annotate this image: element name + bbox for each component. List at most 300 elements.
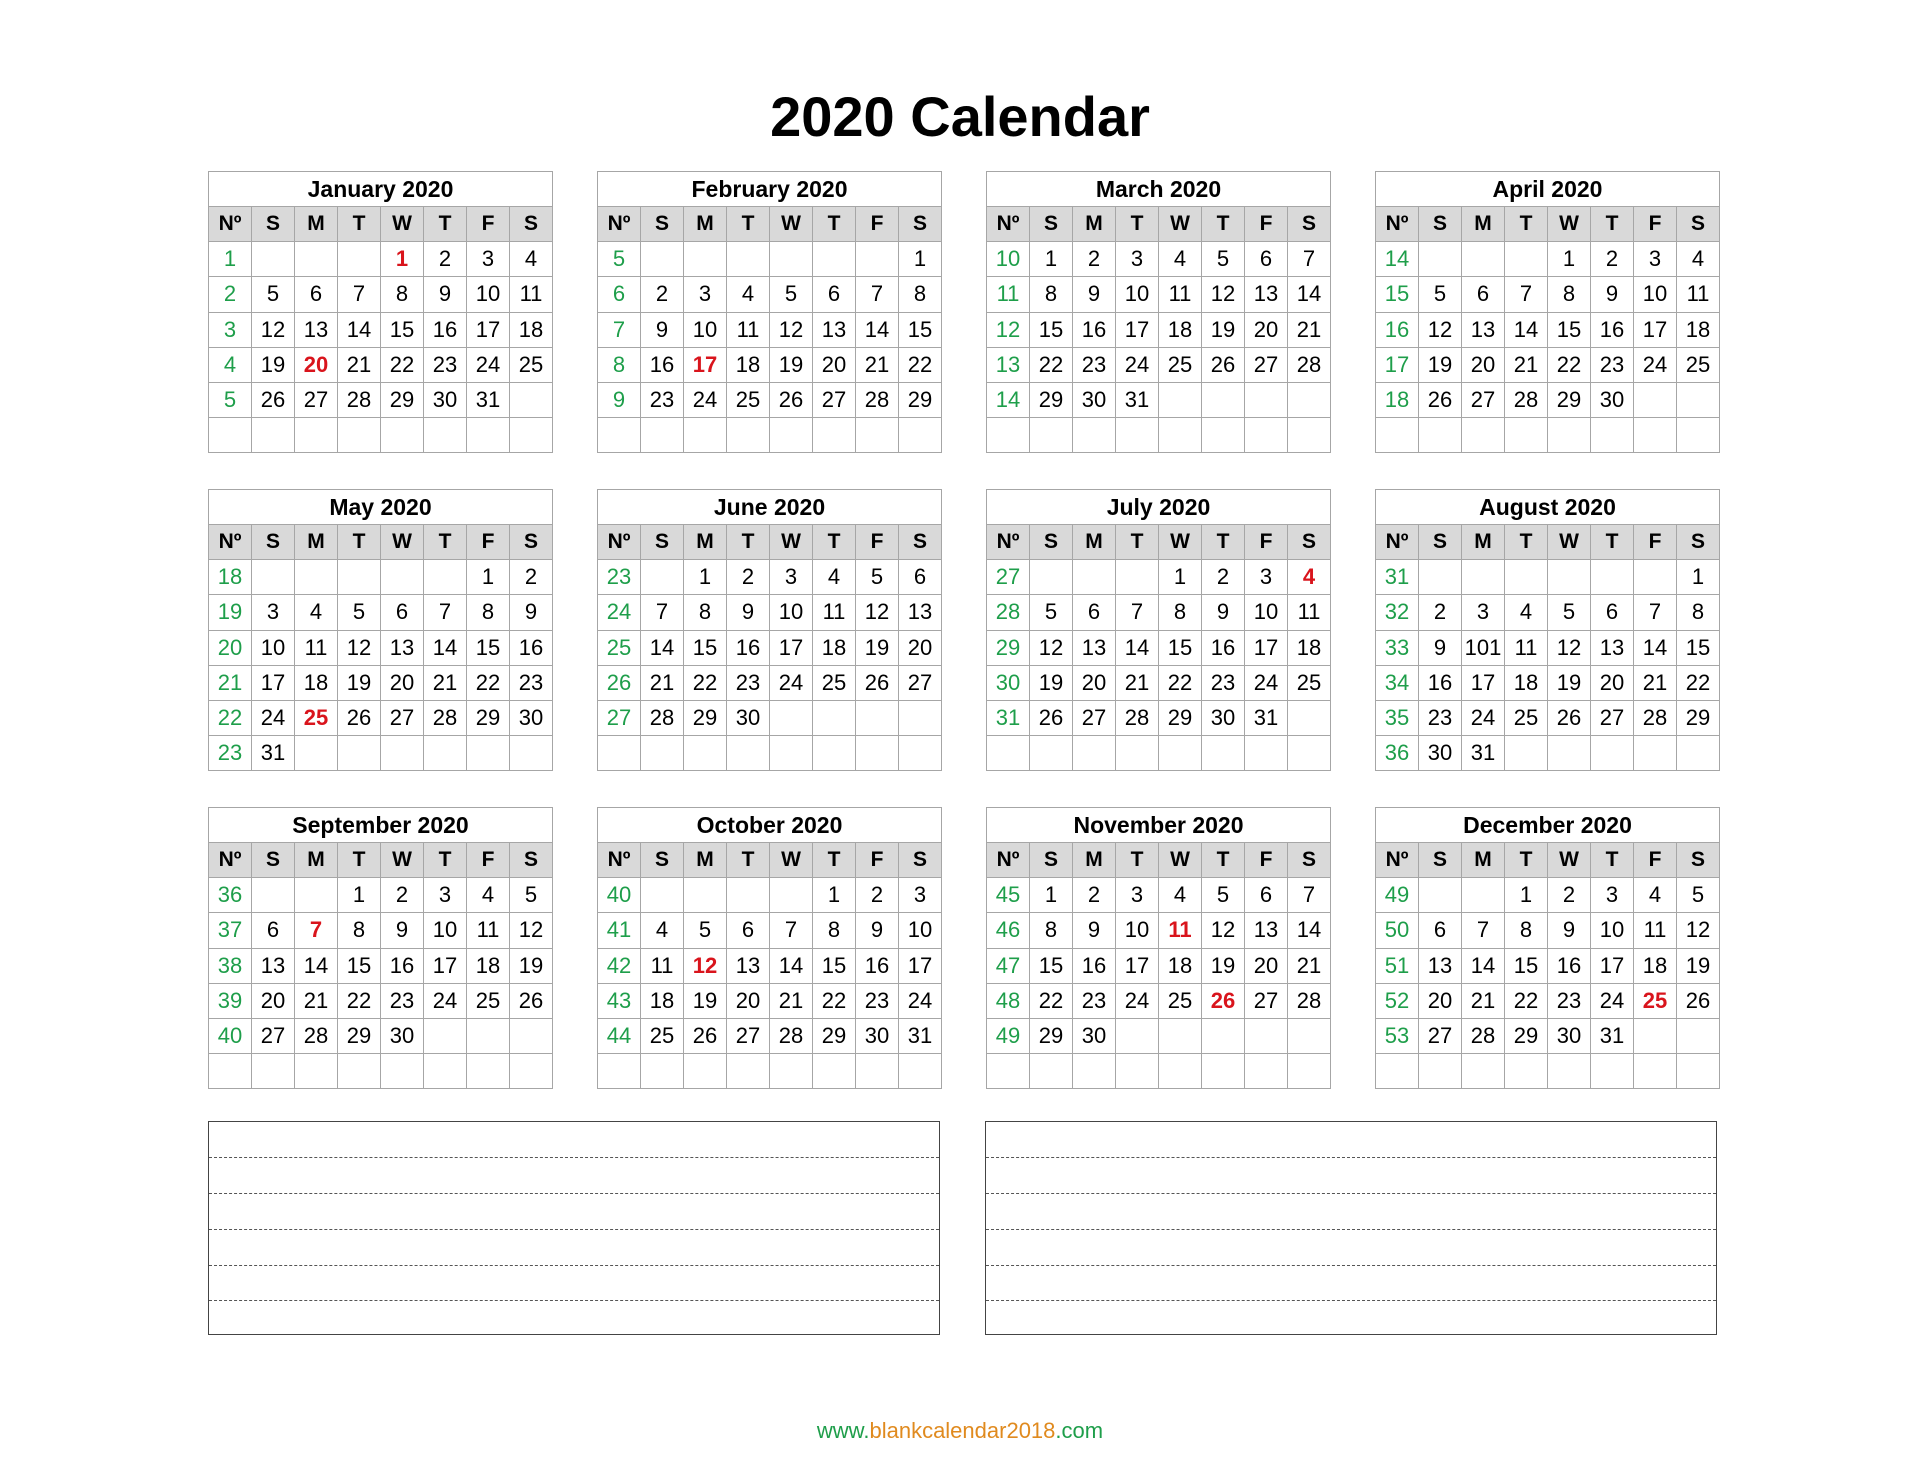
- holiday-day-cell: 26: [1202, 983, 1245, 1018]
- day-cell: 6: [1245, 242, 1288, 277]
- weekday-header: S: [1419, 207, 1462, 242]
- day-cell: 14: [856, 312, 899, 347]
- day-cell: 16: [1073, 312, 1116, 347]
- week-row: [987, 1053, 1331, 1088]
- day-cell: 23: [1419, 700, 1462, 735]
- day-cell: 14: [1505, 312, 1548, 347]
- day-cell: [1159, 1018, 1202, 1053]
- weekday-header: S: [1677, 525, 1720, 560]
- day-cell: 2: [381, 878, 424, 913]
- day-cell: 19: [252, 347, 295, 382]
- day-cell: [252, 560, 295, 595]
- month-calendar: [1375, 489, 1720, 771]
- month-calendar: [597, 171, 942, 453]
- week-row: [987, 595, 1331, 630]
- day-cell: [1462, 878, 1505, 913]
- day-cell: 15: [381, 312, 424, 347]
- day-cell: 2: [424, 242, 467, 277]
- day-cell: [381, 417, 424, 452]
- day-cell: 29: [1548, 382, 1591, 417]
- day-cell: [1677, 1018, 1720, 1053]
- week-number: 13: [987, 347, 1030, 382]
- day-cell: 21: [641, 665, 684, 700]
- day-cell: 8: [1677, 595, 1720, 630]
- month-title: July 2020: [987, 490, 1331, 525]
- weekday-header: T: [813, 207, 856, 242]
- day-cell: 1: [338, 878, 381, 913]
- day-cell: 9: [1202, 595, 1245, 630]
- weekday-header: M: [295, 525, 338, 560]
- month-title: September 2020: [209, 808, 553, 843]
- day-cell: [1030, 417, 1073, 452]
- week-row: [987, 1018, 1331, 1053]
- day-cell: [899, 1053, 942, 1088]
- week-row: [1376, 630, 1720, 665]
- day-cell: 30: [424, 382, 467, 417]
- day-cell: 31: [899, 1018, 942, 1053]
- day-cell: 20: [1419, 983, 1462, 1018]
- day-cell: 5: [1419, 277, 1462, 312]
- weekday-header: S: [1288, 525, 1331, 560]
- notes-box-right[interactable]: [985, 1121, 1717, 1335]
- week-number: 5: [598, 242, 641, 277]
- day-cell: 31: [252, 735, 295, 770]
- day-cell: [684, 1053, 727, 1088]
- day-cell: 15: [684, 630, 727, 665]
- week-row: [1376, 735, 1720, 770]
- day-cell: 3: [1634, 242, 1677, 277]
- day-cell: [1073, 560, 1116, 595]
- week-number: [209, 417, 252, 452]
- note-line: [986, 1265, 1716, 1266]
- week-row: [209, 277, 553, 312]
- week-number: 48: [987, 983, 1030, 1018]
- day-cell: 13: [1591, 630, 1634, 665]
- day-cell: 22: [899, 347, 942, 382]
- week-row: [1376, 948, 1720, 983]
- day-cell: [510, 382, 553, 417]
- month-title: June 2020: [598, 490, 942, 525]
- day-cell: 11: [1677, 277, 1720, 312]
- day-cell: 22: [684, 665, 727, 700]
- weekday-header: T: [338, 525, 381, 560]
- day-cell: 18: [1505, 665, 1548, 700]
- day-cell: [1245, 1018, 1288, 1053]
- week-row: [598, 277, 942, 312]
- day-cell: 29: [684, 700, 727, 735]
- week-number-header: Nº: [1376, 525, 1419, 560]
- day-cell: 9: [424, 277, 467, 312]
- day-cell: 17: [424, 948, 467, 983]
- holiday-day-cell: 25: [1634, 983, 1677, 1018]
- day-cell: 12: [1419, 312, 1462, 347]
- day-cell: 16: [424, 312, 467, 347]
- day-cell: 7: [1288, 878, 1331, 913]
- day-cell: 14: [1116, 630, 1159, 665]
- day-cell: 24: [1634, 347, 1677, 382]
- week-row: [209, 913, 553, 948]
- day-cell: [1462, 1053, 1505, 1088]
- day-cell: 10: [252, 630, 295, 665]
- day-cell: 5: [1202, 878, 1245, 913]
- day-cell: [381, 1053, 424, 1088]
- week-number-header: Nº: [598, 207, 641, 242]
- day-cell: 13: [1462, 312, 1505, 347]
- day-cell: 14: [295, 948, 338, 983]
- day-cell: 27: [899, 665, 942, 700]
- day-cell: 16: [1202, 630, 1245, 665]
- week-number: 28: [987, 595, 1030, 630]
- day-cell: 13: [252, 948, 295, 983]
- day-cell: [338, 1053, 381, 1088]
- day-cell: [1548, 417, 1591, 452]
- weekday-header: S: [510, 843, 553, 878]
- day-cell: 20: [727, 983, 770, 1018]
- day-cell: 18: [1634, 948, 1677, 983]
- day-cell: 1: [1159, 560, 1202, 595]
- day-cell: 21: [1116, 665, 1159, 700]
- day-cell: 21: [424, 665, 467, 700]
- day-cell: 10: [1591, 913, 1634, 948]
- day-cell: [1116, 417, 1159, 452]
- week-row: [1376, 1018, 1720, 1053]
- weekday-header: F: [467, 843, 510, 878]
- day-cell: [770, 417, 813, 452]
- week-row: [209, 735, 553, 770]
- day-cell: 3: [1462, 595, 1505, 630]
- week-number: 7: [598, 312, 641, 347]
- day-cell: [899, 417, 942, 452]
- week-number: 49: [987, 1018, 1030, 1053]
- day-cell: 25: [641, 1018, 684, 1053]
- day-cell: 6: [727, 913, 770, 948]
- day-cell: 19: [510, 948, 553, 983]
- day-cell: 20: [813, 347, 856, 382]
- week-row: [598, 630, 942, 665]
- weekday-header: S: [641, 207, 684, 242]
- day-cell: [424, 417, 467, 452]
- weekday-header: T: [424, 207, 467, 242]
- day-cell: [467, 1053, 510, 1088]
- day-cell: 2: [1202, 560, 1245, 595]
- day-cell: 3: [1591, 878, 1634, 913]
- day-cell: 13: [813, 312, 856, 347]
- day-cell: [424, 1018, 467, 1053]
- weekday-header: T: [1505, 843, 1548, 878]
- weekday-header: W: [381, 207, 424, 242]
- day-cell: [1030, 735, 1073, 770]
- day-cell: 24: [1116, 983, 1159, 1018]
- day-cell: 3: [467, 242, 510, 277]
- week-row: [209, 312, 553, 347]
- day-cell: 25: [1159, 347, 1202, 382]
- day-cell: 6: [1462, 277, 1505, 312]
- day-cell: 2: [1419, 595, 1462, 630]
- weekday-header: M: [295, 207, 338, 242]
- day-cell: 12: [1030, 630, 1073, 665]
- day-cell: 4: [1505, 595, 1548, 630]
- day-cell: 26: [1202, 347, 1245, 382]
- day-cell: 9: [1073, 277, 1116, 312]
- day-cell: 3: [684, 277, 727, 312]
- week-row: [1376, 312, 1720, 347]
- day-cell: [1677, 417, 1720, 452]
- weekday-header: T: [1505, 525, 1548, 560]
- day-cell: 26: [1030, 700, 1073, 735]
- day-cell: [641, 242, 684, 277]
- day-cell: 27: [381, 700, 424, 735]
- day-cell: 1: [1548, 242, 1591, 277]
- week-number: 27: [598, 700, 641, 735]
- day-cell: 30: [1202, 700, 1245, 735]
- day-cell: 15: [1030, 948, 1073, 983]
- weekday-header: M: [1073, 525, 1116, 560]
- week-number: 39: [209, 983, 252, 1018]
- day-cell: 6: [1073, 595, 1116, 630]
- note-line: [986, 1229, 1716, 1230]
- day-cell: [641, 735, 684, 770]
- week-number-header: Nº: [209, 843, 252, 878]
- day-cell: [1202, 382, 1245, 417]
- day-cell: [252, 1053, 295, 1088]
- week-number: 20: [209, 630, 252, 665]
- day-cell: [1116, 1053, 1159, 1088]
- day-cell: 5: [1030, 595, 1073, 630]
- day-cell: 7: [641, 595, 684, 630]
- week-number: 18: [209, 560, 252, 595]
- day-cell: 5: [1548, 595, 1591, 630]
- week-number: 30: [987, 665, 1030, 700]
- day-cell: 3: [770, 560, 813, 595]
- day-cell: 11: [295, 630, 338, 665]
- day-cell: 17: [467, 312, 510, 347]
- day-cell: 8: [1030, 277, 1073, 312]
- day-cell: 31: [1245, 700, 1288, 735]
- day-cell: 1: [1505, 878, 1548, 913]
- footer-link[interactable]: [0, 1418, 1920, 1444]
- week-row: [987, 665, 1331, 700]
- day-cell: 28: [338, 382, 381, 417]
- weekday-header: M: [684, 207, 727, 242]
- day-cell: [1116, 560, 1159, 595]
- month-title: November 2020: [987, 808, 1331, 843]
- day-cell: 6: [899, 560, 942, 595]
- week-row: [598, 560, 942, 595]
- week-number-header: Nº: [598, 525, 641, 560]
- week-number: 9: [598, 382, 641, 417]
- day-cell: [1202, 1018, 1245, 1053]
- day-cell: [1505, 735, 1548, 770]
- week-row: [209, 595, 553, 630]
- week-number: 44: [598, 1018, 641, 1053]
- page-title: 2020 Calendar: [770, 85, 1150, 148]
- day-cell: 12: [770, 312, 813, 347]
- day-cell: [1677, 382, 1720, 417]
- day-cell: 25: [1159, 983, 1202, 1018]
- day-cell: [1245, 735, 1288, 770]
- day-cell: [1634, 1018, 1677, 1053]
- day-cell: 28: [856, 382, 899, 417]
- day-cell: 7: [424, 595, 467, 630]
- day-cell: [813, 700, 856, 735]
- day-cell: 5: [856, 560, 899, 595]
- day-cell: 1: [899, 242, 942, 277]
- day-cell: [727, 1053, 770, 1088]
- weekday-header: F: [467, 207, 510, 242]
- day-cell: [1159, 735, 1202, 770]
- day-cell: 13: [1245, 277, 1288, 312]
- day-cell: 29: [1677, 700, 1720, 735]
- week-number-header: Nº: [598, 843, 641, 878]
- day-cell: [467, 735, 510, 770]
- week-number: 10: [987, 242, 1030, 277]
- weekday-header: T: [1591, 207, 1634, 242]
- note-line: [209, 1265, 939, 1266]
- week-row: [1376, 560, 1720, 595]
- day-cell: 15: [1030, 312, 1073, 347]
- weekday-header: W: [770, 207, 813, 242]
- footer-suffix: .com: [1055, 1418, 1104, 1443]
- day-cell: 18: [813, 630, 856, 665]
- day-cell: 25: [510, 347, 553, 382]
- weekday-header: T: [1116, 207, 1159, 242]
- week-number: 26: [598, 665, 641, 700]
- weekday-header: F: [1245, 843, 1288, 878]
- months-grid: [208, 171, 1725, 1089]
- week-row: [987, 417, 1331, 452]
- day-cell: [727, 417, 770, 452]
- month-calendar: [1375, 171, 1720, 453]
- day-cell: [684, 242, 727, 277]
- day-cell: 30: [1073, 1018, 1116, 1053]
- weekday-header: S: [1288, 207, 1331, 242]
- day-cell: 4: [813, 560, 856, 595]
- day-cell: 9: [1073, 913, 1116, 948]
- day-cell: 6: [1591, 595, 1634, 630]
- holiday-day-cell: 1: [381, 242, 424, 277]
- month-calendar: [208, 489, 553, 771]
- week-row: [987, 948, 1331, 983]
- day-cell: 9: [727, 595, 770, 630]
- day-cell: 15: [467, 630, 510, 665]
- weekday-header: T: [727, 525, 770, 560]
- day-cell: 8: [1548, 277, 1591, 312]
- day-cell: [1505, 242, 1548, 277]
- day-cell: 18: [1159, 948, 1202, 983]
- day-cell: [641, 878, 684, 913]
- day-cell: 10: [1116, 913, 1159, 948]
- week-row: [209, 417, 553, 452]
- day-cell: [338, 560, 381, 595]
- week-number: 31: [987, 700, 1030, 735]
- day-cell: 13: [1419, 948, 1462, 983]
- week-number: 38: [209, 948, 252, 983]
- day-cell: [1505, 1053, 1548, 1088]
- day-cell: 29: [1030, 1018, 1073, 1053]
- day-cell: 28: [1116, 700, 1159, 735]
- day-cell: [856, 735, 899, 770]
- month-title: December 2020: [1376, 808, 1720, 843]
- week-number-header: Nº: [987, 525, 1030, 560]
- day-cell: [813, 417, 856, 452]
- weekday-header: S: [510, 207, 553, 242]
- week-number-header: Nº: [1376, 207, 1419, 242]
- day-cell: 27: [1073, 700, 1116, 735]
- weekday-header: S: [510, 525, 553, 560]
- day-cell: 29: [813, 1018, 856, 1053]
- day-cell: 20: [1462, 347, 1505, 382]
- day-cell: [1591, 735, 1634, 770]
- day-cell: [1591, 417, 1634, 452]
- day-cell: [1462, 560, 1505, 595]
- week-number: 43: [598, 983, 641, 1018]
- week-row: [1376, 277, 1720, 312]
- weekday-header: W: [1548, 843, 1591, 878]
- week-number: [987, 1053, 1030, 1088]
- day-cell: 7: [1116, 595, 1159, 630]
- month-title: May 2020: [209, 490, 553, 525]
- day-cell: 6: [295, 277, 338, 312]
- weekday-header: T: [424, 843, 467, 878]
- day-cell: 9: [856, 913, 899, 948]
- week-number: 24: [598, 595, 641, 630]
- day-cell: [1548, 560, 1591, 595]
- day-cell: [856, 417, 899, 452]
- day-cell: 9: [1591, 277, 1634, 312]
- day-cell: 15: [1159, 630, 1202, 665]
- week-row: [598, 417, 942, 452]
- day-cell: 16: [1419, 665, 1462, 700]
- day-cell: 15: [1548, 312, 1591, 347]
- weekday-header: M: [1462, 843, 1505, 878]
- day-cell: [467, 417, 510, 452]
- week-number: 8: [598, 347, 641, 382]
- day-cell: 4: [1159, 878, 1202, 913]
- day-cell: [295, 1053, 338, 1088]
- weekday-header: W: [1159, 525, 1202, 560]
- day-cell: 30: [727, 700, 770, 735]
- day-cell: [856, 700, 899, 735]
- day-cell: [1030, 1053, 1073, 1088]
- day-cell: 28: [1288, 347, 1331, 382]
- week-number: 27: [987, 560, 1030, 595]
- day-cell: [510, 417, 553, 452]
- day-cell: 11: [641, 948, 684, 983]
- week-row: [598, 948, 942, 983]
- day-cell: 11: [727, 312, 770, 347]
- weekday-header: F: [1634, 207, 1677, 242]
- day-cell: 24: [467, 347, 510, 382]
- day-cell: [1116, 1018, 1159, 1053]
- week-number: 21: [209, 665, 252, 700]
- day-cell: 23: [1548, 983, 1591, 1018]
- week-row: [1376, 913, 1720, 948]
- week-row: [987, 277, 1331, 312]
- day-cell: 27: [1245, 347, 1288, 382]
- notes-box-left[interactable]: [208, 1121, 940, 1335]
- week-row: [1376, 417, 1720, 452]
- week-row: [598, 983, 942, 1018]
- day-cell: [1288, 1053, 1331, 1088]
- weekday-header: S: [1677, 843, 1720, 878]
- week-row: [1376, 382, 1720, 417]
- day-cell: 26: [1419, 382, 1462, 417]
- weekday-header: T: [727, 843, 770, 878]
- day-cell: 23: [510, 665, 553, 700]
- day-cell: 22: [338, 983, 381, 1018]
- week-number: 23: [598, 560, 641, 595]
- holiday-day-cell: 11: [1159, 913, 1202, 948]
